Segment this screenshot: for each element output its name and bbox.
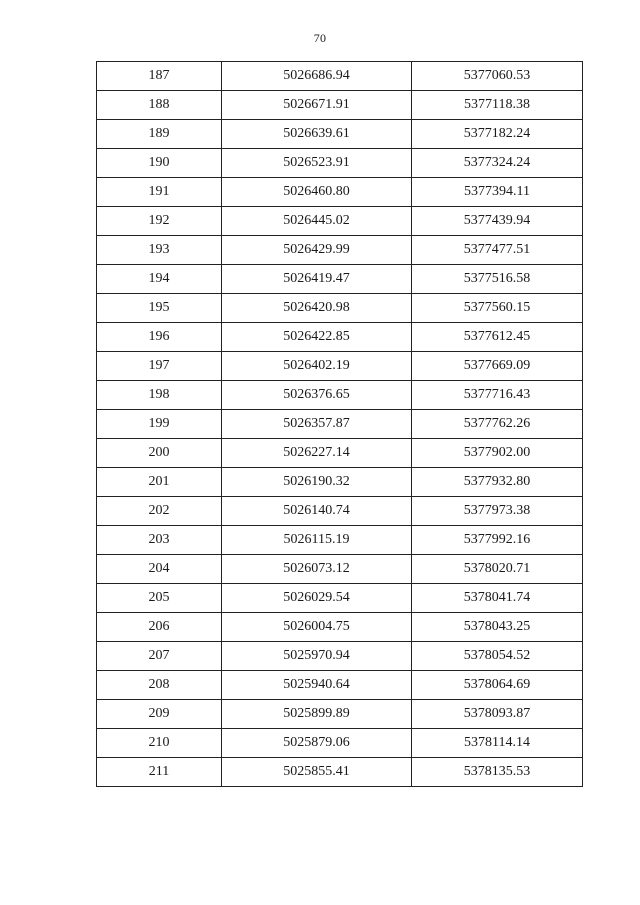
table-row — [97, 62, 583, 91]
x-coordinate-cell: 5026190.32 — [222, 468, 412, 497]
point-number-cell: 203 — [97, 526, 222, 555]
x-coordinate-cell: 5026429.99 — [222, 236, 412, 265]
x-coordinate-cell: 5025879.06 — [222, 729, 412, 758]
table-row — [97, 700, 583, 729]
point-number-cell: 192 — [97, 207, 222, 236]
table-row — [97, 526, 583, 555]
y-coordinate-cell: 5377762.26 — [412, 410, 583, 439]
point-number-cell: 189 — [97, 120, 222, 149]
y-coordinate-cell: 5378020.71 — [412, 555, 583, 584]
point-number-cell: 196 — [97, 323, 222, 352]
y-coordinate-cell: 5378093.87 — [412, 700, 583, 729]
table-row — [97, 149, 583, 178]
point-number-cell: 193 — [97, 236, 222, 265]
coordinates-table-body — [97, 62, 583, 787]
coordinates-table — [96, 61, 583, 787]
y-coordinate-cell: 5377516.58 — [412, 265, 583, 294]
x-coordinate-cell: 5026419.47 — [222, 265, 412, 294]
y-coordinate-cell: 5377932.80 — [412, 468, 583, 497]
x-coordinate-cell: 5026029.54 — [222, 584, 412, 613]
y-coordinate-cell: 5377324.24 — [412, 149, 583, 178]
table-row — [97, 613, 583, 642]
point-number-cell: 188 — [97, 91, 222, 120]
y-coordinate-cell: 5378135.53 — [412, 758, 583, 787]
point-number-cell: 199 — [97, 410, 222, 439]
point-number-cell: 209 — [97, 700, 222, 729]
y-coordinate-cell: 5377182.24 — [412, 120, 583, 149]
point-number-cell: 195 — [97, 294, 222, 323]
table-row — [97, 642, 583, 671]
y-coordinate-cell: 5377118.38 — [412, 91, 583, 120]
point-number-cell: 211 — [97, 758, 222, 787]
point-number-cell: 200 — [97, 439, 222, 468]
x-coordinate-cell: 5026004.75 — [222, 613, 412, 642]
x-coordinate-cell: 5026420.98 — [222, 294, 412, 323]
y-coordinate-cell: 5377992.16 — [412, 526, 583, 555]
x-coordinate-cell: 5026073.12 — [222, 555, 412, 584]
table-row — [97, 381, 583, 410]
table-row — [97, 294, 583, 323]
table-row — [97, 758, 583, 787]
y-coordinate-cell: 5377902.00 — [412, 439, 583, 468]
y-coordinate-cell: 5377716.43 — [412, 381, 583, 410]
table-row — [97, 410, 583, 439]
y-coordinate-cell: 5378114.14 — [412, 729, 583, 758]
y-coordinate-cell: 5377560.15 — [412, 294, 583, 323]
y-coordinate-cell: 5377439.94 — [412, 207, 583, 236]
y-coordinate-cell: 5377060.53 — [412, 62, 583, 91]
table-row — [97, 178, 583, 207]
table-row — [97, 439, 583, 468]
y-coordinate-cell: 5377394.11 — [412, 178, 583, 207]
table-row — [97, 729, 583, 758]
x-coordinate-cell: 5025855.41 — [222, 758, 412, 787]
point-number-cell: 205 — [97, 584, 222, 613]
y-coordinate-cell: 5378054.52 — [412, 642, 583, 671]
table-row — [97, 323, 583, 352]
table-row — [97, 584, 583, 613]
point-number-cell: 207 — [97, 642, 222, 671]
page-number: 70 — [313, 31, 327, 45]
x-coordinate-cell: 5026523.91 — [222, 149, 412, 178]
y-coordinate-cell: 5378041.74 — [412, 584, 583, 613]
point-number-cell: 194 — [97, 265, 222, 294]
point-number-cell: 190 — [97, 149, 222, 178]
y-coordinate-cell: 5377477.51 — [412, 236, 583, 265]
y-coordinate-cell: 5378043.25 — [412, 613, 583, 642]
x-coordinate-cell: 5025970.94 — [222, 642, 412, 671]
point-number-cell: 191 — [97, 178, 222, 207]
x-coordinate-cell: 5026402.19 — [222, 352, 412, 381]
table-row — [97, 468, 583, 497]
point-number-cell: 208 — [97, 671, 222, 700]
x-coordinate-cell: 5026357.87 — [222, 410, 412, 439]
point-number-cell: 198 — [97, 381, 222, 410]
table-row — [97, 207, 583, 236]
x-coordinate-cell: 5026115.19 — [222, 526, 412, 555]
x-coordinate-cell: 5026445.02 — [222, 207, 412, 236]
table-row — [97, 120, 583, 149]
table-row — [97, 265, 583, 294]
point-number-cell: 210 — [97, 729, 222, 758]
table-row — [97, 497, 583, 526]
point-number-cell: 201 — [97, 468, 222, 497]
point-number-cell: 197 — [97, 352, 222, 381]
table-row — [97, 671, 583, 700]
x-coordinate-cell: 5026376.65 — [222, 381, 412, 410]
y-coordinate-cell: 5378064.69 — [412, 671, 583, 700]
point-number-cell: 202 — [97, 497, 222, 526]
y-coordinate-cell: 5377669.09 — [412, 352, 583, 381]
point-number-cell: 187 — [97, 62, 222, 91]
table-row — [97, 236, 583, 265]
x-coordinate-cell: 5025899.89 — [222, 700, 412, 729]
table-row — [97, 352, 583, 381]
table-row — [97, 91, 583, 120]
x-coordinate-cell: 5026422.85 — [222, 323, 412, 352]
x-coordinate-cell: 5026460.80 — [222, 178, 412, 207]
point-number-cell: 206 — [97, 613, 222, 642]
point-number-cell: 204 — [97, 555, 222, 584]
y-coordinate-cell: 5377612.45 — [412, 323, 583, 352]
table-row — [97, 555, 583, 584]
x-coordinate-cell: 5026639.61 — [222, 120, 412, 149]
y-coordinate-cell: 5377973.38 — [412, 497, 583, 526]
x-coordinate-cell: 5026227.14 — [222, 439, 412, 468]
x-coordinate-cell: 5026140.74 — [222, 497, 412, 526]
x-coordinate-cell: 5026686.94 — [222, 62, 412, 91]
x-coordinate-cell: 5025940.64 — [222, 671, 412, 700]
x-coordinate-cell: 5026671.91 — [222, 91, 412, 120]
